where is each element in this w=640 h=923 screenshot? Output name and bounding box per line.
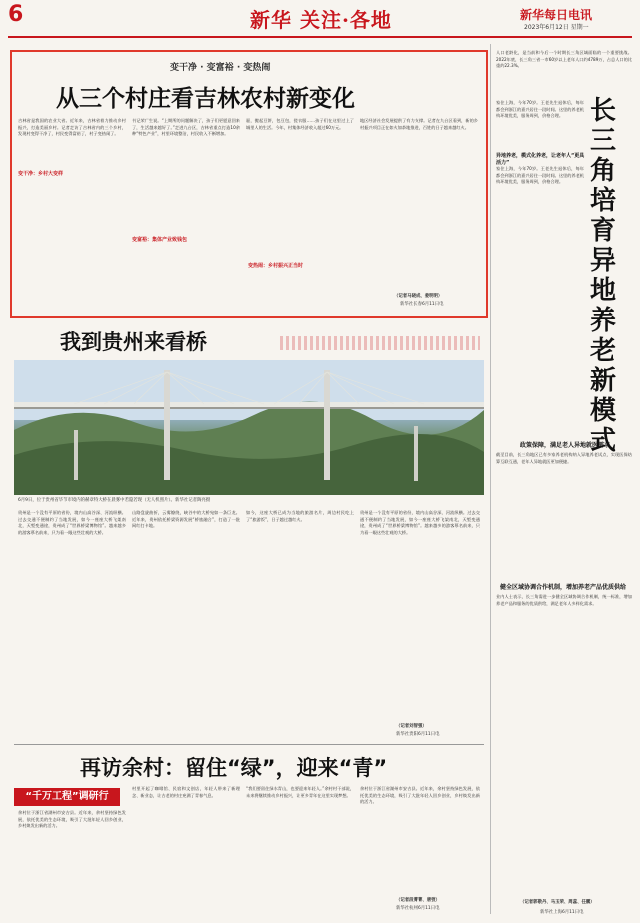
top-article-col4: 地区经济社会发展提供了有力支撑。记者在九台区看到，新的乡村振兴项目正在如火如荼地推进，百姓的日子越来越红火。 bbox=[360, 118, 478, 130]
top-article-col3: 驱，搬起豆饼，包豆包，搓衣服……孩子们在这里过上了城里人的生活。今年，村集体经济收入超过60万元。 bbox=[246, 118, 354, 130]
right-article-byline: （记者郭敬丹、马玉荣、周蕊、任鹏） bbox=[520, 900, 595, 905]
right-article-body0: 家住上海，今年70岁。王老先生退休后，每年都会到浙江的嘉兴居住一段时间。这里的养老机构环境优美，服务周到，价格合理。 bbox=[496, 100, 584, 119]
top-article-kicker: 变干净 · 变富裕 · 变热闹 bbox=[170, 63, 271, 73]
right-article-body1: 家住上海，今年70岁。王老先生退休后，每年都会到浙江的嘉兴居住一段时间。这里的养老机构环境优美，服务周到，价格合理。 bbox=[496, 166, 584, 185]
right-article-body3: 业内人士表示，长三角需进一步健全区域协调合作机制，统一标准，增加养老产品和服务的优质供给，满足老年人多样化需求。 bbox=[496, 594, 632, 606]
right-article-intro: 人口老龄化，是当前和今后一个时期长三角区域面临的一个重要挑战。2022年底，长三角三省一市60岁以上老年人口约4789万，占总人口的比重约22.3%。 bbox=[496, 50, 632, 69]
village-article-kicker: “千万工程”调研行 bbox=[14, 788, 120, 806]
right-article-body2: 截至目前，长三角地区已有多家养老机构纳入异地养老试点，实现医保结算互联互通，老年人异地就医更加便捷。 bbox=[496, 452, 632, 464]
top-article-col1: 吉林省是我国的农业大省。近年来，吉林省着力推动乡村振兴，打造美丽乡村。记者走访了吉林省内的三个乡村，发现村变得干净了，村民变得富裕了，村子变热闹了。 bbox=[18, 118, 126, 137]
village-article-col3: “我们要留住绿水青山，也要迎来年轻人。”余村村干部说，未来将继续推动乡村振兴，让更多青年在这里实现梦想。 bbox=[246, 786, 354, 798]
top-article-col2: 书记荣广生说。“上期所的问题解决了，孩子们更愿意回来了，生活越来越好了。”走进九台区，吉林省重点打造10余种“特色产业”，村里环境整洁，村民收入不断增加。 bbox=[132, 118, 240, 137]
guizhou-article-headline: 我到贵州来看桥 bbox=[60, 330, 207, 354]
guizhou-article-col1: 贵州是一个没有平原的省份，境内山高谷深、河流纵横。过去交通不便制约了当地发展，如今一座座大桥飞架南北，天堑变通途，贵州成了“世界桥梁博物馆”。越来越多的游客慕名前来，只为看一眼这些壮观的大桥。 bbox=[18, 510, 126, 535]
bridge-photo bbox=[14, 360, 484, 495]
section-title: 新华 关注·各地 bbox=[250, 8, 392, 32]
right-article-subhead-2: 政策保障，满足老人异地就医需求 bbox=[520, 442, 611, 449]
guizhou-article-col3: 如今，这座大桥已成为当地的旅游名片，周边村民吃上了“旅游饭”，日子越过越红火。 bbox=[246, 510, 354, 522]
masthead-rule bbox=[8, 36, 632, 38]
column-divider bbox=[490, 44, 491, 914]
village-article-col2: 村里开起了咖啡馆、民宿和文创店，年轻人带来了新理念、新业态，让古老的村庄充满了青春气息。 bbox=[132, 786, 240, 798]
village-article-dateline: 新华社杭州6月11日电 bbox=[396, 906, 440, 911]
top-article-dateline: 新华社长春6月11日电 bbox=[400, 302, 444, 307]
top-article-subhead-1: 变干净：乡村大变样 bbox=[18, 171, 64, 177]
top-article-headline: 从三个村庄看吉林农村新变化 bbox=[56, 86, 355, 112]
right-article-subhead-1: 异地养老，模式化养老，让老年人“更具活力” bbox=[496, 153, 585, 166]
headline-decoration bbox=[280, 336, 480, 350]
village-article-byline: （记者段菁菁、唐弢） bbox=[396, 898, 440, 903]
guizhou-article-col2: 山路盘旋曲折，云雾缭绕，峡谷中的大桥宛如一条巨龙。近年来，贵州依托桥梁资源发展“桥旅融合”，打造了一批网红打卡地。 bbox=[132, 510, 240, 529]
right-article-dateline: 新华社上海6月11日电 bbox=[540, 910, 584, 915]
right-article-headline: 长三角培育异地养老新模式 bbox=[590, 96, 617, 456]
bridge-photo-icon bbox=[14, 360, 484, 495]
page-number: 6 bbox=[8, 2, 24, 27]
guizhou-article-col4: 贵州是一个没有平原的省份，境内山高谷深、河流纵横。过去交通不便制约了当地发展，如今一座座大桥飞架南北，天堑变通途，贵州成了“世界桥梁博物馆”。越来越多的游客慕名前来，只为看一眼这些壮观的大桥。 bbox=[360, 510, 480, 535]
newspaper-brand: 新华每日电讯 bbox=[520, 8, 593, 22]
right-article-subhead-3: 健全区域协调合作机制，增加养老产品优质供给 bbox=[500, 584, 627, 591]
section-divider bbox=[14, 744, 484, 745]
guizhou-article-byline: （记者刘智强） bbox=[396, 724, 427, 729]
top-article-subhead-2: 变富裕：集体产业致钱包 bbox=[132, 237, 188, 243]
top-article-subhead-3: 变热闹：乡村振兴正当时 bbox=[248, 263, 304, 269]
village-article-col1: 余村位于浙江省湖州市安吉县。近年来，余村坚持绿色发展，依托优美的生态环境，吸引了大批年轻人回乡创业，乡村焕发出新的活力。 bbox=[18, 810, 126, 829]
issue-date: 2023年6月12日 星期一 bbox=[524, 24, 589, 31]
village-article-col4: 余村位于浙江省湖州市安吉县。近年来，余村坚持绿色发展，依托优美的生态环境，吸引了大批年轻人回乡创业，乡村焕发出新的活力。 bbox=[360, 786, 480, 805]
guizhou-article-dateline: 新华社贵阳6月11日电 bbox=[396, 732, 440, 737]
village-article-headline: 再访余村：留住“绿”，迎来“青” bbox=[80, 756, 388, 780]
top-article-byline: （记者马晓成、姜明明） bbox=[394, 294, 443, 299]
bridge-photo-caption: 6月9日，位于贵州省毕节市境内的赫章特大桥在晨雾中若隐若现（无人机照片）。新华社记者陶亮摄 bbox=[18, 498, 211, 503]
